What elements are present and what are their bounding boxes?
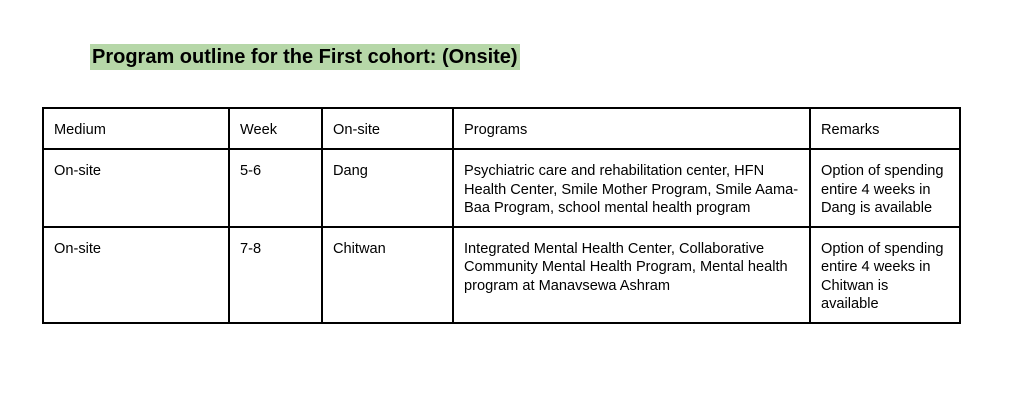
cell-programs: Psychiatric care and rehabilitation center, HFN Health Center, Smile Mother Program, Smile Aama-Baa Program, school mental health program <box>453 149 810 227</box>
column-header-onsite: On-site <box>322 108 453 149</box>
column-header-remarks: Remarks <box>810 108 960 149</box>
table-header-row <box>43 108 960 149</box>
cell-week: 7-8 <box>229 227 322 323</box>
column-header-week: Week <box>229 108 322 149</box>
program-outline-table <box>42 107 961 324</box>
section-heading: Program outline for the First cohort: (Onsite) <box>92 46 518 68</box>
cell-remarks: Option of spending entire 4 weeks in Dang is available <box>810 149 960 227</box>
column-header-programs: Programs <box>453 108 810 149</box>
cell-remarks: Option of spending entire 4 weeks in Chitwan is available <box>810 227 960 323</box>
cell-onsite: Dang <box>322 149 453 227</box>
column-header-medium: Medium <box>43 108 229 149</box>
table-row <box>43 227 960 323</box>
cell-onsite: Chitwan <box>322 227 453 323</box>
cell-medium: On-site <box>43 149 229 227</box>
cell-week: 5-6 <box>229 149 322 227</box>
table-row <box>43 149 960 227</box>
cell-medium: On-site <box>43 227 229 323</box>
cell-programs: Integrated Mental Health Center, Collaborative Community Mental Health Program, Mental health program at Manavsewa Ashram <box>453 227 810 323</box>
